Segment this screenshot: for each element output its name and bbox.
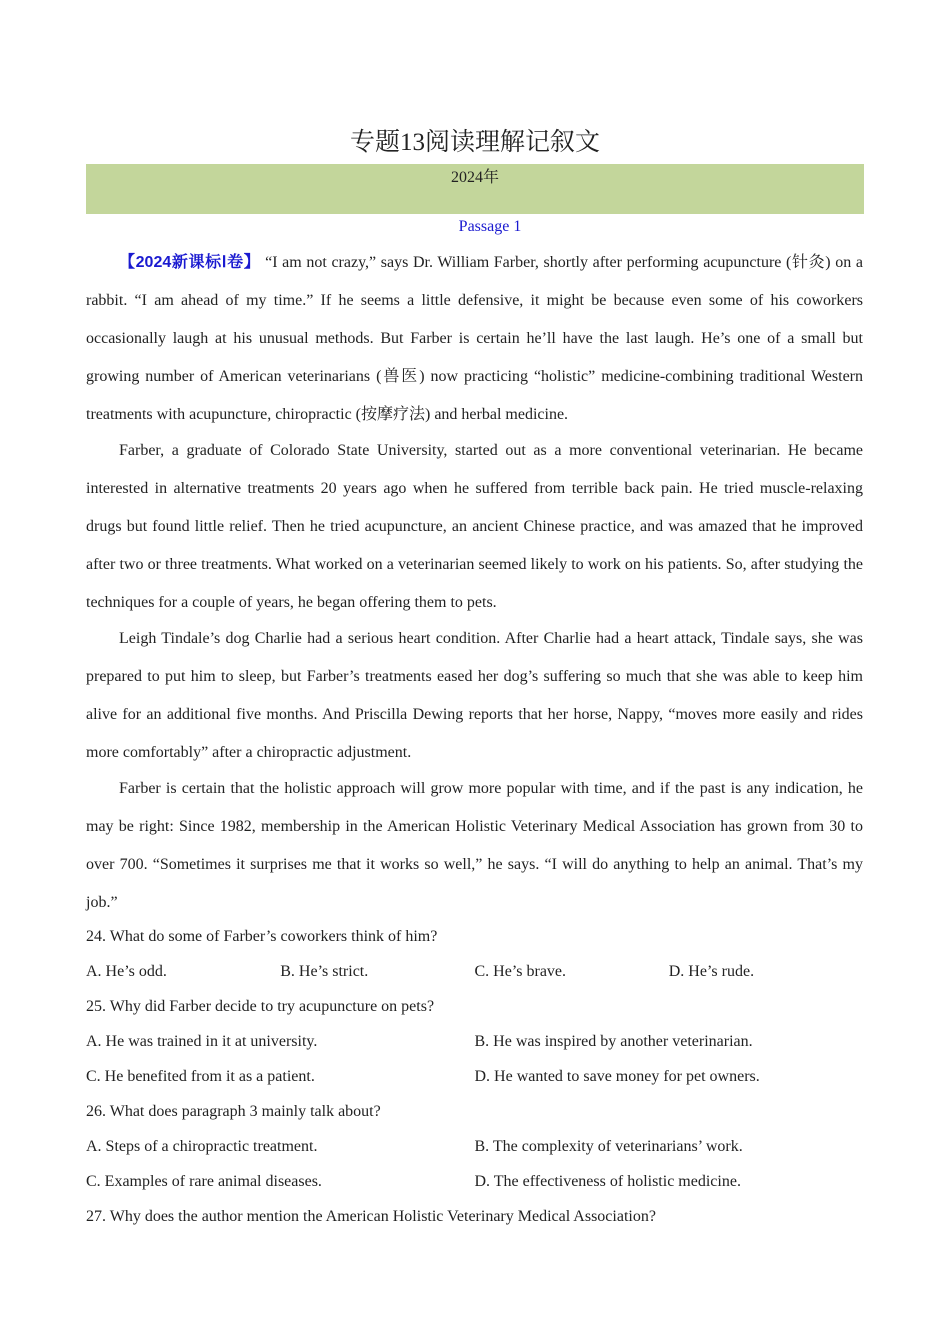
options-row <box>86 1064 863 1099</box>
option: A. Steps of a chiropractic treatment. <box>86 1138 318 1155</box>
options-row <box>86 1029 863 1064</box>
option: A. He’s odd. <box>86 963 167 980</box>
option: C. He benefited from it as a patient. <box>86 1068 315 1085</box>
passage-label: Passage 1 <box>458 218 522 235</box>
question: 25. Why did Farber decide to try acupuncture on pets? <box>86 998 435 1015</box>
year-band: 2024年 <box>86 164 864 214</box>
option: C. He’s brave. <box>474 963 567 980</box>
option: B. He was inspired by another veterinarian. <box>474 1033 753 1050</box>
option: D. He wanted to save money for pet owners. <box>474 1068 760 1085</box>
option: D. He’s rude. <box>668 963 755 980</box>
paragraph: Leigh Tindale’s dog Charlie had a serious heart condition. After Charlie had a heart attack, Tindale says, she was prepared to put him to sleep, but Farber’s treatments eased her dog’s suffering so much that she was able to keep him alive for an additional five months. And Priscilla Dewing reports that her horse, Nappy, “moves more easily and rides more comfortably” after a chiropractic adjustment. <box>86 630 863 761</box>
paragraph: Farber is certain that the holistic approach will grow more popular with time, and if the past is any indication, he may be right: Since 1982, membership in the American Holistic Veterinary Medical Association has grown from 30 to over 700. “Sometimes it surprises me that it works so well,” he says. “I will do anything to help an animal. That’s my job.” <box>86 780 863 911</box>
option: B. He’s strict. <box>280 963 369 980</box>
option: B. The complexity of veterinarians’ work. <box>474 1138 743 1155</box>
questions <box>86 924 863 1239</box>
passage-body <box>86 244 863 920</box>
options-row <box>86 1169 863 1204</box>
option: C. Examples of rare animal diseases. <box>86 1173 322 1190</box>
question: 26. What does paragraph 3 mainly talk about? <box>86 1103 381 1120</box>
option: D. The effectiveness of holistic medicine. <box>474 1173 741 1190</box>
source-tag: 【2024新课标Ⅰ卷】 <box>119 254 261 271</box>
question: 24. What do some of Farber’s coworkers think of him? <box>86 928 438 945</box>
page-title: 专题13阅读理解记叙文 <box>349 129 600 156</box>
paragraph: Farber, a graduate of Colorado State University, started out as a more conventional veterinarian. He became interested in alternative treatments 20 years ago when he suffered from terrible back pain. He tried muscle-relaxing drugs but found little relief. Then he tried acupuncture, an ancient Chinese practice, and was amazed that he improved after two or three treatments. What worked on a veterinarian seemed likely to work on his patients. So, after studying the techniques for a couple of years, he began offering them to pets. <box>86 442 863 611</box>
options-row <box>86 959 863 994</box>
question: 27. Why does the author mention the American Holistic Veterinary Medical Association? <box>86 1208 656 1225</box>
paragraph-text: “I am not crazy,” says Dr. William Farber, shortly after performing acupuncture (针灸) on a rabbit. “I am ahead of my time.” If he seems a little defensive, it might be because even some of his coworkers occasionally laugh at his unusual methods. But Farber is certain he’ll have the last laugh. He’s one of a small but growing number of American veterinarians (兽医) now practicing “holistic” medicine-combining traditional Western treatments with acupuncture, chiropractic (按摩疗法) and herbal medicine. <box>86 254 863 423</box>
paragraph <box>86 244 863 434</box>
option: A. He was trained in it at university. <box>86 1033 318 1050</box>
options-row <box>86 1134 863 1169</box>
